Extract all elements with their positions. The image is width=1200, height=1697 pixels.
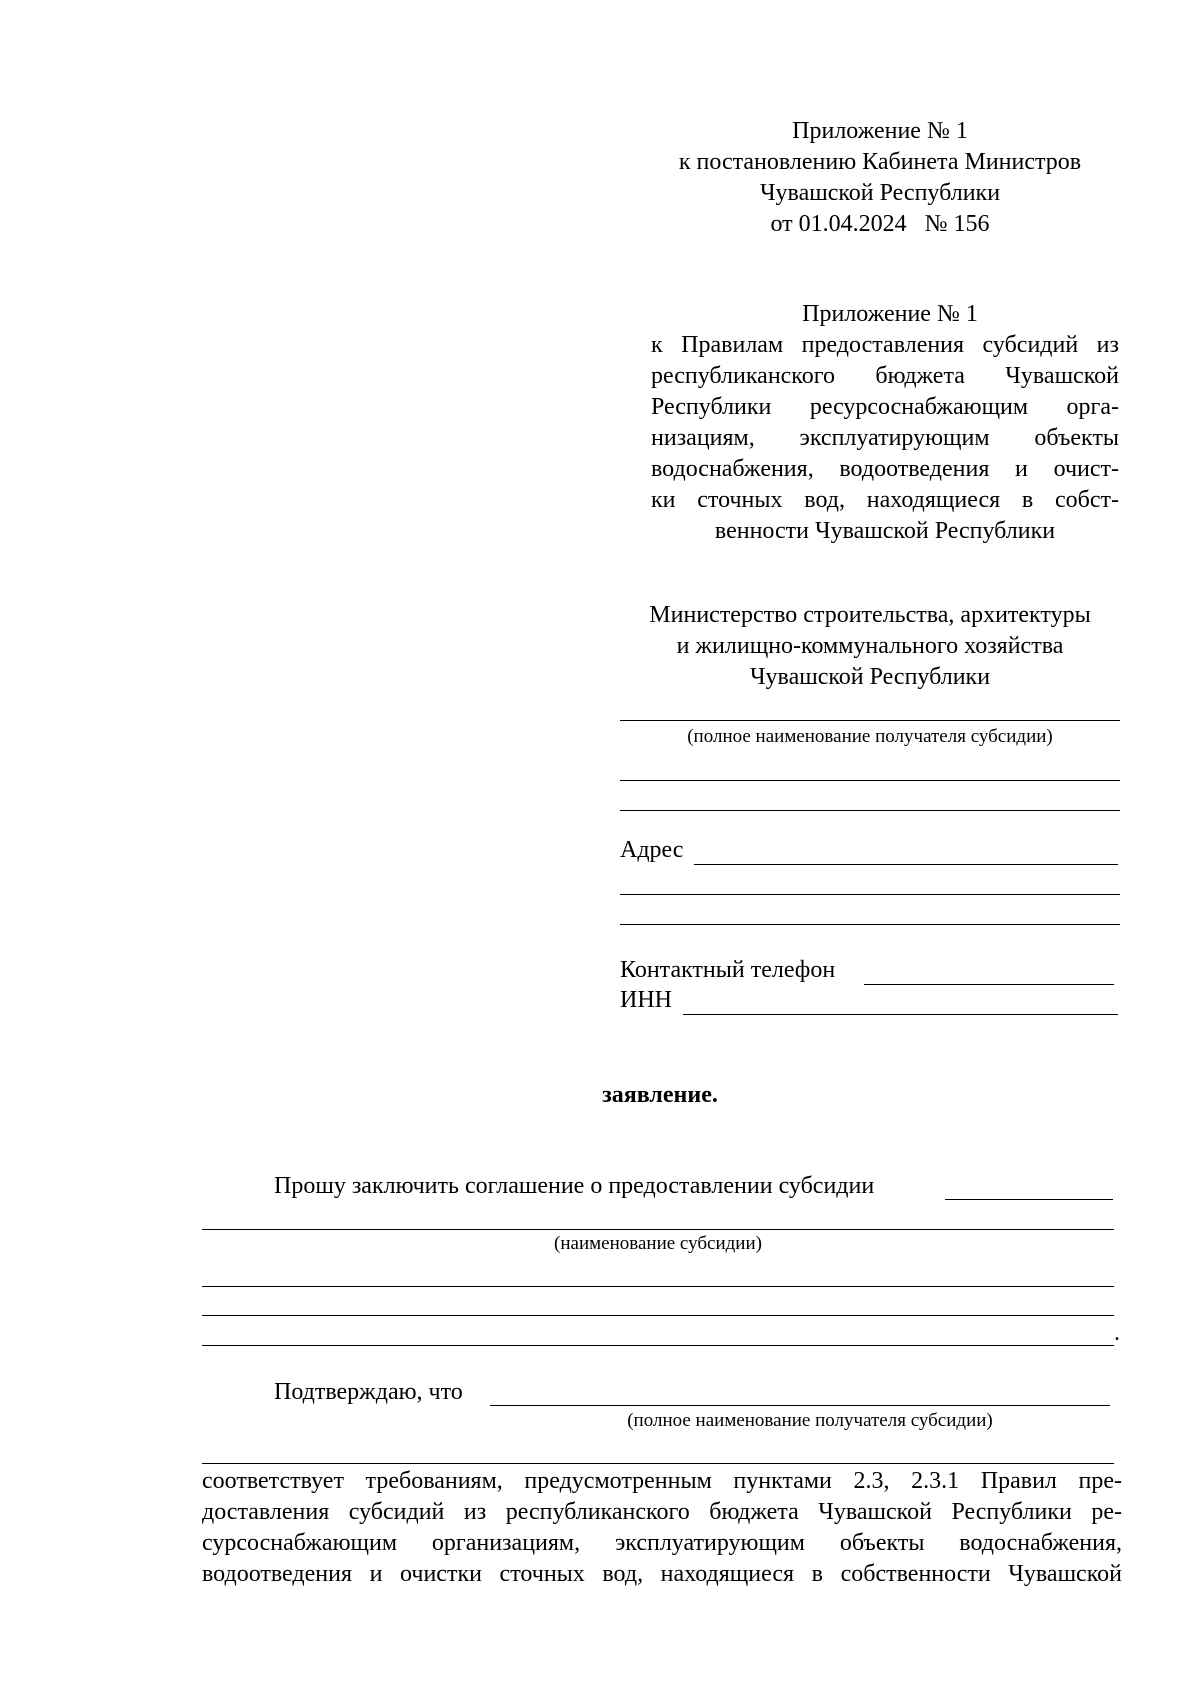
address-line-1 <box>694 864 1118 865</box>
confirm-recipient-caption: (полное наименование получателя субсидии) <box>627 1410 993 1431</box>
recipient-extra-line-1 <box>620 780 1120 781</box>
appendix-rules-line-5: водоснабжения, водоотведения и очист- <box>651 456 1119 482</box>
appendix-rules-line-1: к Правилам предоставления субсидий из <box>651 332 1119 358</box>
phone-line <box>864 984 1114 985</box>
request-subsidy-line <box>945 1199 1113 1200</box>
confirm-extra-line <box>202 1463 1114 1464</box>
subsidy-name-caption: (наименование субсидии) <box>554 1233 762 1254</box>
addressee-block <box>610 600 1130 693</box>
recipient-extra-line-2 <box>620 810 1120 811</box>
appendix-main-line-3: Чувашской Республики <box>759 180 1001 206</box>
requirements-line-1: соответствует требованиям, предусмотренным пунктами 2.3, 2.3.1 Правил пре- <box>202 1468 1122 1494</box>
subsidy-name-line <box>202 1229 1114 1230</box>
inn-label: ИНН <box>620 987 672 1013</box>
appendix-main-line-2: к постановлению Кабинета Министров <box>678 149 1082 175</box>
appendix-main-block <box>640 116 1120 240</box>
confirm-text: Подтверждаю, что <box>274 1379 463 1405</box>
appendix-rules-line-2: республиканского бюджета Чувашской <box>651 363 1119 389</box>
appendix-main-date-number: от 01.04.2024 № 156 <box>770 211 990 237</box>
address-line-3 <box>620 924 1120 925</box>
appendix-rules-line-6: ки сточных вод, находящиеся в собст- <box>651 487 1119 513</box>
subsidy-extra-line-1 <box>202 1286 1114 1287</box>
recipient-name-caption: (полное наименование получателя субсидии) <box>687 726 1053 747</box>
appendix-rules-title: Приложение № 1 <box>802 301 978 327</box>
requirements-paragraph <box>202 1466 1122 1590</box>
requirements-line-2: доставления субсидий из республиканского бюджета Чувашской Республики ре- <box>202 1499 1122 1525</box>
inn-line <box>683 1014 1118 1015</box>
confirm-recipient-line <box>490 1405 1110 1406</box>
phone-label: Контактный телефон <box>620 957 836 983</box>
addressee-line-1: Министерство строительства, архитектуры <box>649 602 1091 628</box>
addressee-line-2: и жилищно-коммунального хозяйства <box>676 633 1064 659</box>
requirements-line-3: сурсоснабжающим организациям, эксплуатирующим объекты водоснабжения, <box>202 1530 1122 1556</box>
address-label: Адрес <box>620 837 684 863</box>
appendix-rules-line-3: Республики ресурсоснабжающим орга- <box>651 394 1119 420</box>
subsidy-extra-line-2 <box>202 1315 1114 1316</box>
address-line-2 <box>620 894 1120 895</box>
appendix-rules-line-7: венности Чувашской Республики <box>714 518 1056 544</box>
appendix-rules-line-4: низациям, эксплуатирующим объекты <box>651 425 1119 451</box>
request-text: Прошу заключить соглашение о предоставлении субсидии <box>274 1173 875 1199</box>
addressee-line-3: Чувашской Республики <box>749 664 991 690</box>
appendix-rules-block <box>651 299 1119 547</box>
subsidy-end-period: . <box>1114 1320 1120 1346</box>
subsidy-extra-line-3 <box>202 1345 1114 1346</box>
requirements-line-4: водоотведения и очистки сточных вод, находящиеся в собственности Чувашской <box>202 1561 1122 1587</box>
statement-heading: заявление. <box>602 1082 718 1108</box>
appendix-main-title: Приложение № 1 <box>792 118 968 144</box>
recipient-name-line <box>620 720 1120 721</box>
